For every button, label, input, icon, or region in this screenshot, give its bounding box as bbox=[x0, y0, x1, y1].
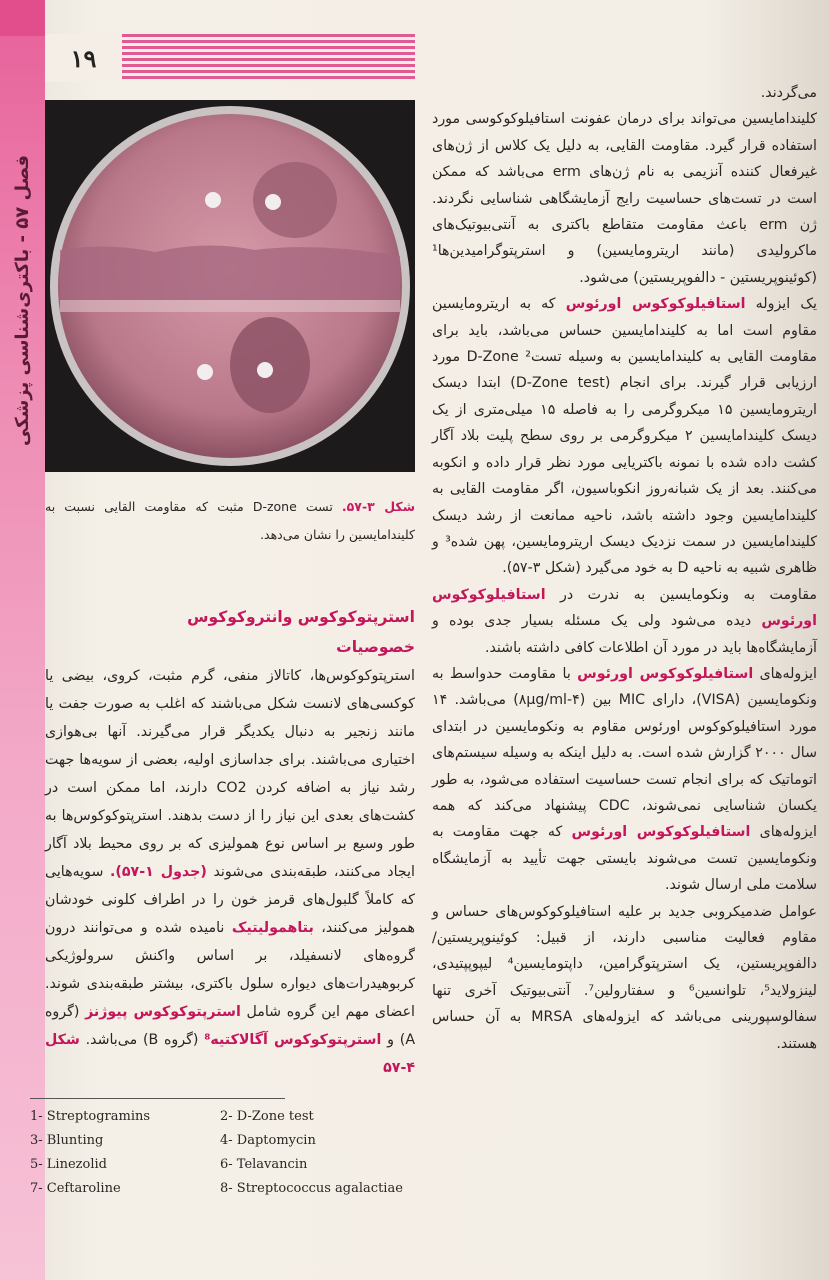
footnote-rule bbox=[30, 1098, 285, 1099]
organism-name: استافیلوکوکوس اورئوس bbox=[432, 586, 817, 630]
petri-dish-photo bbox=[45, 100, 415, 472]
footnote: 2- D-Zone test bbox=[220, 1108, 314, 1124]
organism-name: استرپتوکوکوس پیوژنز bbox=[85, 1004, 241, 1020]
footnote: 8- Streptococcus agalactiae bbox=[220, 1180, 403, 1196]
footnote-row bbox=[30, 1104, 410, 1128]
figure-caption-text: تست D-zone مثبت که مقاومت القایی نسبت به کلیندامایسین را نشان می‌دهد. bbox=[45, 499, 415, 542]
petri-dish-image bbox=[45, 100, 415, 472]
organism-name: استافیلوکوکوس اورئوس bbox=[565, 296, 746, 313]
header-stripes bbox=[122, 34, 415, 82]
footnote-row bbox=[30, 1176, 410, 1200]
section-heading: استرپتوکوکوس وانتروکوکوس bbox=[187, 608, 415, 626]
footnote-row bbox=[30, 1152, 410, 1176]
figure-ref: شکل ۳-۵۷. bbox=[341, 499, 415, 514]
footnotes bbox=[30, 1104, 410, 1200]
paragraph: می‌گردند. bbox=[760, 85, 817, 101]
paragraph: ایزوله‌های استافیلوکوکوس اورئوس با مقاومت حدواسط به ونکومایسین (VISA)، دارای MIC بین (۴-۸μg/ml) می‌باشد. ۱۴ مورد استافیلوکوکوس اورئوس مقاوم به ونکومایسین در ابتدای سال ۲۰۰۰ گزارش شده است. به دلیل اینکه به وسیله سیستم‌های اتوماتیک که برای انجام تست حساسیت استفاده می‌شود، به طور یکسان شناسایی نمی‌شوند، CDC پیشنهاد می‌کند که همه ایزوله‌های استافیلوکوکوس اورئوس که جهت مقاومت به ونکومایسین تست می‌شوند بایستی جهت تأیید به آزمایشگاه سلامت ملی ارسال شوند. bbox=[432, 665, 818, 894]
corner-block bbox=[0, 0, 45, 36]
footnote: 7- Ceftaroline bbox=[30, 1180, 121, 1196]
paragraph: عوامل ضدمیکروبی جدید بر علیه استافیلوکوکوس‌های حساس و مقاوم فعالیت مناسبی دارند، از قبیل: کوئینوپریستین/ دالفوپریستین، یک استرپتوگرامین، داپتومایسین⁴ لیپوپپتیدی، لینزولاید⁵، تلوانسین⁶ و سفتارولین⁷. آنتی‌بیوتیک آخری تنها سفالوسپورینی می‌باشد که ایزوله‌های MRSA به آن حساس هستند. bbox=[432, 903, 818, 1052]
paragraph: کلیندامایسین می‌تواند برای درمان عفونت استافیلوکوکوسی مورد استفاده قرار گیرد. مقاومت القایی، به دلیل یک کلاس از ژن‌های غیرفعال کننده آنزیمی به نام ژن‌های erm می‌باشد که ممکن است در تست‌های حساسیت رایج آزمایشگاهی شناسایی نگردند. ژن erm باعث مقاومت متقاطع باکتری به آنتی‌بیوتیک‌های ماکرولیدی (مانند اریترومایسین) و استرپتوگرامیدین‌ها¹ (کوئینوپریستین - دالفوپریستین) می‌شود. bbox=[432, 111, 817, 286]
footnote: 5- Linezolid bbox=[30, 1156, 107, 1172]
paragraph: استرپتوکوکوس‌ها، کاتالاز منفی، گرم مثبت، کروی، بیضی یا کوکسی‌های لانست شکل می‌باشند که اغلب به صورت جفت یا مانند زنجیر به دنبال یکدیگر قرار می‌گیرند. آنها بی‌هوازی اختیاری می‌باشند. برای جداسازی اولیه، بعضی از سویه‌ها جهت رشد نیاز به اضافه کردن CO2 دارند، اما ممکن است در کشت‌های بعدی این نیاز را از دست بدهند. استرپتوکوکوس‌ها به طور وسیع بر اساس نوع همولیزی که بر روی محیط بلاد آگار ایجاد می‌کنند، طبقه‌بندی می‌شوند (جدول ۱-۵۷). سویه‌هایی که کاملاً گلبول‌های قرمز خون را در اطراف کلونی خودشان همولیز می‌کنند، بتاهمولیتیک نامیده شده و می‌توانند درون گروه‌های لانسفیلد، بر اساس واکنش سرولوژیکی کربوهیدرات‌های دیواره سلول باکتری، بیشتر طبقه‌بندی شوند. اعضای مهم این گروه شامل استرپتوکوکوس پیوژنز (گروه A) و استرپتوکوکوس آگالاکتیه⁸ (گروه B) می‌باشد. شکل ۴-۵۷ bbox=[45, 668, 416, 1076]
subsection-heading: خصوصیات bbox=[336, 638, 415, 656]
organism-name: استرپتوکوکوس آگالاکتیه⁸ bbox=[204, 1032, 382, 1048]
organism-name: استافیلوکوکوس اورئوس bbox=[577, 665, 754, 682]
paragraph: مقاومت به ونکومایسین به ندرت در استافیلوکوکوس اورئوس دیده می‌شود ولی یک مسئله بسیار جدی بوده و آزمایشگاه‌ها باید در مورد آن اطلاعات کافی داشته باشند. bbox=[432, 586, 817, 656]
right-column bbox=[432, 80, 817, 1057]
figure-ref: شکل ۴-۵۷ bbox=[45, 1032, 415, 1076]
term-beta: بتاهمولیتیک bbox=[231, 920, 314, 936]
table-ref: (جدول ۱-۵۷). bbox=[109, 864, 207, 880]
page-number: ۱۹ bbox=[45, 34, 122, 82]
left-column bbox=[45, 602, 415, 1082]
footnote: 4- Daptomycin bbox=[220, 1132, 316, 1148]
footnote: 1- Streptogramins bbox=[30, 1108, 151, 1124]
paragraph: یک ایزوله استافیلوکوکوس اورئوس که به اریترومایسین مقاوم است اما به کلیندامایسین حساس می‌باشد، باید برای مقاومت القایی به کلیندامایسین به وسیله تست² D-Zone مورد ارزیابی قرار گیرند. برای انجام (D-Zone test) ابتدا دیسک اریترومایسین ۱۵ میکروگرمی را به فاصله ۱۵ میلی‌متری از یک دیسک کلیندامایسین ۲ میکروگرمی بر روی سطح پلیت بلاد آگار کشت داده شده با نمونه باکتریایی مورد نظر قرار داده و انکوبه می‌کنند. بعد از یک شبانه‌روز انکوباسیون، اگر مقاومت القایی به کلیندامایسین وجود داشته باشد، ناحیه ممانعت از رشد دیسک کلیندامایسین در سمت نزدیک دیسک اریترومایسین، پهن شده³ و ظاهری شبیه به ناحیه D به خود می‌گیرد (شکل ۳-۵۷). bbox=[432, 296, 818, 577]
figure-caption bbox=[45, 493, 415, 549]
chapter-label: فصل ۵۷ - باکتری‌شناسی پزشکی bbox=[12, 154, 34, 446]
footnote: 6- Telavancin bbox=[220, 1156, 308, 1172]
footnote-row bbox=[30, 1128, 410, 1152]
organism-name: استافیلوکوکوس اورئوس bbox=[571, 824, 751, 841]
footnote: 3- Blunting bbox=[30, 1132, 104, 1148]
